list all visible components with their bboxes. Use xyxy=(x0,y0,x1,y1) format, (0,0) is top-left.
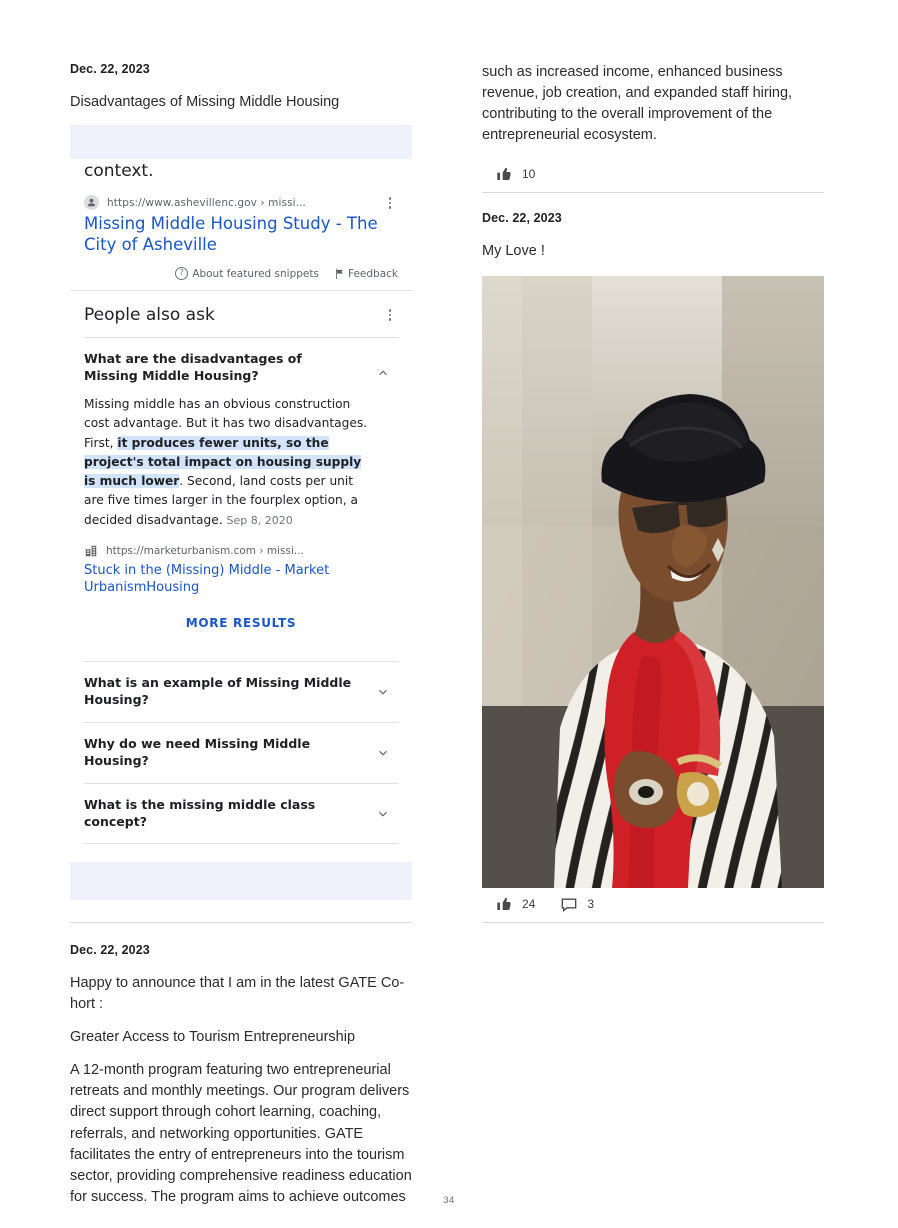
building-icon xyxy=(84,544,98,558)
paa-answer-part2: . Second, land costs per unit are five times larger in the fourplex option, a decided disadvantage. xyxy=(84,474,358,527)
chevron-down-icon[interactable] xyxy=(370,801,396,827)
about-featured-snippets-link[interactable] xyxy=(175,267,319,280)
card-top-band xyxy=(70,125,412,159)
about-featured-snippets-label: About featured snippets xyxy=(192,267,319,280)
paa-question[interactable]: What is the missing middle class concept? xyxy=(84,796,316,829)
photo-illustration xyxy=(482,276,824,888)
paa-item-collapsed[interactable] xyxy=(84,722,398,783)
post-paragraph-continued: such as increased income, enhanced business revenue, job creation, and expanded staff hiring, contributing to the overall improvement of the entrepreneurial ecosystem. xyxy=(482,64,793,144)
post-block-2 xyxy=(70,943,412,1207)
paa-item-collapsed[interactable] xyxy=(84,783,398,844)
result-url[interactable]: https://www.ashevillenc.gov › missi... xyxy=(107,196,306,209)
right-column xyxy=(482,62,824,923)
people-also-ask xyxy=(70,291,412,844)
organic-result xyxy=(70,191,412,255)
paa-question[interactable]: What is an example of Missing Middle Housing? xyxy=(84,675,352,708)
card-bottom-band xyxy=(70,862,412,900)
post-paragraph: Happy to announce that I am in the latest GATE Co-hort : xyxy=(70,975,405,1013)
kebab-menu-icon[interactable] xyxy=(382,307,398,323)
paa-source-title-link[interactable]: Stuck in the (Missing) Middle - Market UrbanismHousing xyxy=(84,562,330,595)
post-photo xyxy=(482,276,824,888)
chevron-down-icon[interactable] xyxy=(370,679,396,705)
post-separator xyxy=(482,192,824,193)
reaction-bar xyxy=(482,888,824,922)
like-count: 24 xyxy=(522,897,536,912)
paa-answer xyxy=(84,385,398,530)
post-paragraph: My Love ! xyxy=(482,243,545,260)
comment-icon xyxy=(561,897,577,912)
paa-heading: People also ask xyxy=(84,305,215,326)
comment-button[interactable] xyxy=(561,897,594,912)
paa-question[interactable]: What are the disadvantages of Missing Middle Housing? xyxy=(84,351,302,384)
paa-source-row xyxy=(84,544,398,558)
paa-answer-part1: Missing middle has an obvious construction cost advantage. But it has two disadvantages. First, xyxy=(84,396,368,450)
post-date: Dec. 22, 2023 xyxy=(482,211,562,226)
site-favicon-icon xyxy=(84,195,99,210)
comment-count: 3 xyxy=(587,897,595,912)
paa-source-url[interactable]: https://marketurbanism.com › missi... xyxy=(106,544,304,557)
result-url-row xyxy=(84,195,398,210)
post-separator xyxy=(482,922,824,923)
snippet-meta-row xyxy=(70,255,412,290)
post-block-1 xyxy=(70,62,412,923)
feedback-label: Feedback xyxy=(347,267,398,280)
result-title-link[interactable]: Missing Middle Housing Study - The City of Asheville xyxy=(84,214,378,255)
snippet-tail-text: context. xyxy=(70,159,412,191)
question-mark-icon: ? xyxy=(175,267,188,280)
feedback-link[interactable] xyxy=(335,268,398,280)
paa-answer-date: Sep 8, 2020 xyxy=(226,513,293,527)
kebab-menu-icon[interactable] xyxy=(382,195,398,211)
paa-item-collapsed[interactable] xyxy=(84,661,398,722)
post-block-3 xyxy=(482,211,824,923)
chevron-down-icon[interactable] xyxy=(370,740,396,766)
post-paragraph: Greater Access to Tourism Entrepreneurship xyxy=(70,1029,356,1046)
paa-answer-highlight: it produces fewer units, so the project's total impact on housing supply is much lower xyxy=(84,435,362,489)
paa-item-expanded xyxy=(84,337,398,661)
thumbs-up-icon xyxy=(496,166,512,182)
like-button[interactable] xyxy=(496,166,535,182)
page-number: 34 xyxy=(443,1195,455,1206)
search-result-card xyxy=(70,125,412,900)
flag-icon xyxy=(335,269,344,279)
post-separator xyxy=(70,922,412,923)
paa-bottom-divider xyxy=(84,843,398,844)
left-column xyxy=(70,62,412,1220)
like-button[interactable] xyxy=(496,896,535,912)
like-count: 10 xyxy=(522,167,536,182)
thumbs-up-icon xyxy=(496,896,512,912)
reaction-bar xyxy=(482,158,824,192)
more-results-link[interactable]: MORE RESULTS xyxy=(185,616,297,631)
post-date: Dec. 22, 2023 xyxy=(70,62,150,76)
paa-question[interactable]: Why do we need Missing Middle Housing? xyxy=(84,735,311,768)
post-date: Dec. 22, 2023 xyxy=(70,943,150,958)
chevron-up-icon[interactable] xyxy=(370,360,396,386)
post-continuation-block xyxy=(482,62,824,193)
post-paragraph: A 12-month program featuring two entrepreneurial retreats and monthly meetings. Our program delivers direct support through cohort learning, coaching, referrals, and networking opportunities. GATE facilitates the entry of entrepreneurs into the tourism sector, providing comprehensive readiness education for success. The program aims to achieve outcomes xyxy=(70,1062,412,1205)
post-title: Disadvantages of Missing Middle Housing xyxy=(70,94,340,110)
